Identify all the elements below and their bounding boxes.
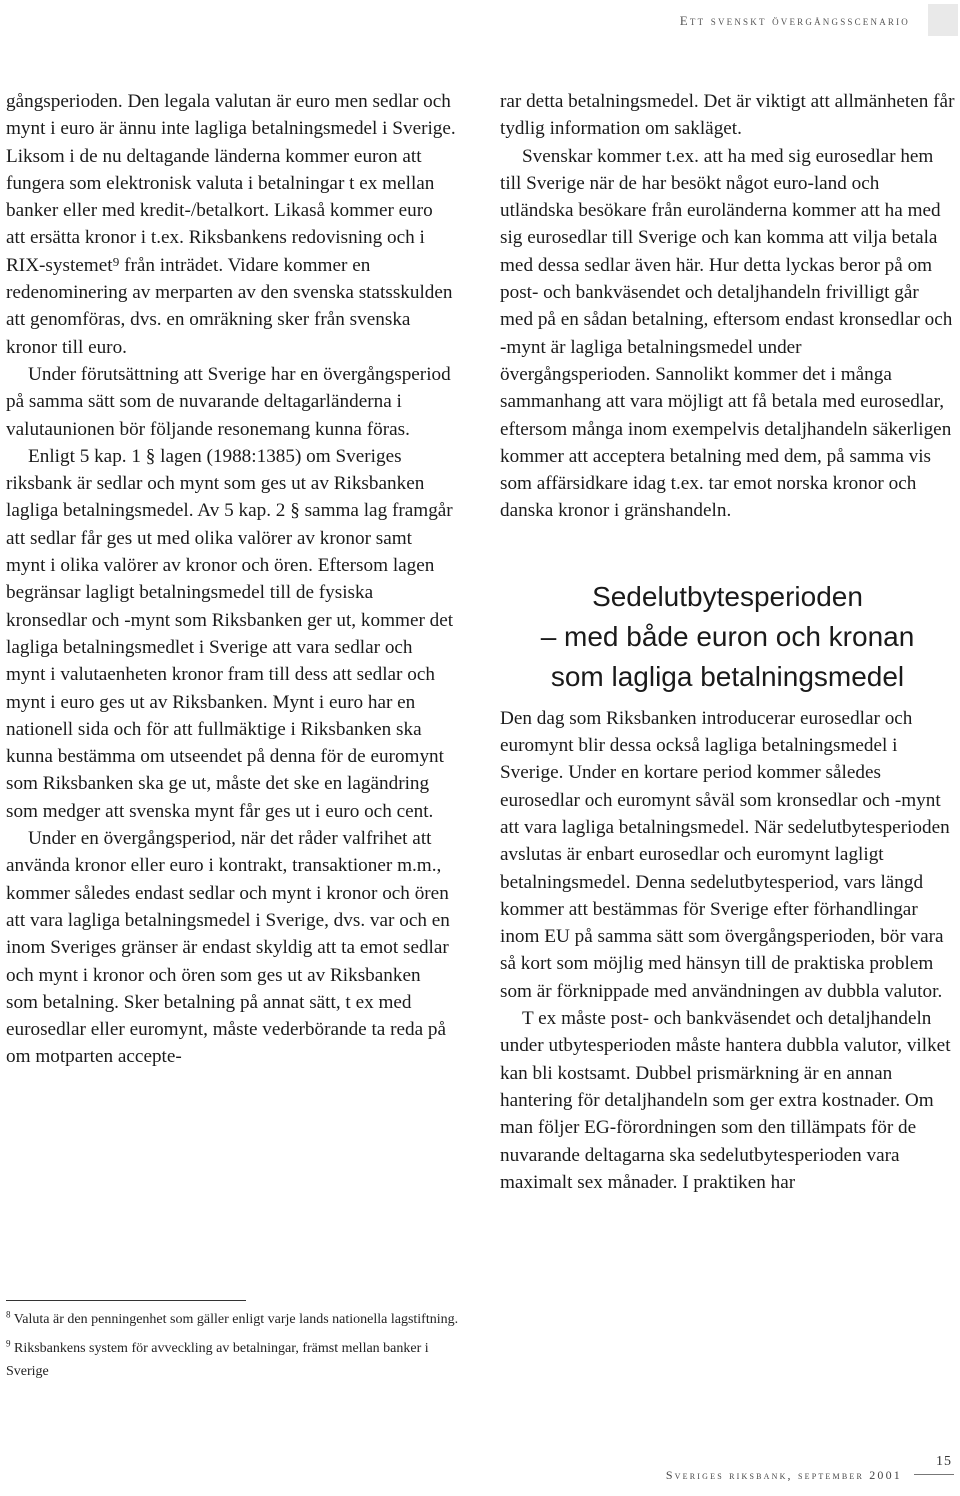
- footnote: [6, 1337, 461, 1383]
- body-paragraph: Den dag som Riksbanken introducerar eurosedlar och euromynt blir dessa också lagliga betalningsmedel i Sverige. Under en kortare period kommer således eurosedlar och euromynt såväl som kronsedlar och -mynt att vara lagliga betalningsmedel. När sedelutbytesperioden avslutas är enbart eurosedlar och euromynt lagligt betalningsmedel. Denna sedelutbytesperiod, vars längd kommer att bestämmas för Sverige efter förhandlingar inom EU på samma sätt som övergångsperioden, bör vara så kort som möjlig med hänsyn till de praktiska problem som är förknippade med användningen av dubbla valutor.: [500, 707, 950, 1002]
- section-heading-line: – med både euron och kronan: [540, 620, 915, 652]
- body-paragraph: Enligt 5 kap. 1 § lagen (1988:1385) om Sveriges riksbank är sedlar och mynt som ges ut av Riksbanken lagliga betalningsmedel. Av 5 kap. 2 § samma lag framgår att sedlar får ges ut med olika valörer av kronor samt mynt i olika valörer av kronor och ören. Eftersom lagen begränsar lagligt betalningsmedel till de fysiska kronsedlar och -mynt som Riksbanken ger ut, kommer det lagliga betalningsmedlet i Sverige att vara sedlar och mynt i valutaenheten kronor fram till dess att sedlar och mynt i euro ges ut av Riksbanken. Mynt i euro har en nationell sida och för att fullmäktige i Riksbanken ska kunna bestämma om utseendet på denna för de euromynt som Riksbanken ska ge ut, måste det ske en lagändring som medger att svenska mynt får ges ut i euro och cent.: [6, 445, 454, 822]
- section-heading-line: Sedelutbytesperioden: [592, 580, 863, 612]
- running-title: Ett svenskt övergångsscenario: [679, 13, 910, 28]
- body-paragraph: rar detta betalningsmedel. Det är viktigt att allmänheten får tydlig information om sakläget.: [500, 91, 955, 140]
- body-paragraph: Under en övergångsperiod, när det råder valfrihet att använda kronor eller euro i kontrakt, transaktioner m.m., kommer således endast sedlar och mynt i kronor och ören att vara lagliga betalningsmedel i Sverige, dvs. var och en inom Sveriges gränser är endast skyldig att ta emot sedlar och mynt i kronor och ören som ges ut av Riksbanken som betalning. Sker betalning på annat sätt, t ex med eurosedlar eller euromynt, måste vederbörande ta reda på om motparten accepte-: [6, 828, 450, 1068]
- page-corner-tab: [928, 4, 958, 36]
- section-heading: [500, 577, 955, 697]
- header-rule: [0, 0, 960, 4]
- footnotes: [6, 1308, 461, 1389]
- footnote: [6, 1308, 461, 1331]
- section-heading-line: som lagliga betalningsmedel: [550, 660, 905, 692]
- body-paragraph: Under förutsättning att Sverige har en övergångsperiod på samma sätt som de nuvarande deltagarländerna i valutaunionen bör följande resonemang kunna föras.: [6, 363, 451, 440]
- body-paragraph: Svenskar kommer t.ex. att ha med sig eurosedlar hem till Sverige när de har besökt något euro-land och utländska besökare från euroländerna kommer att ha med sig eurosedlar till Sverige och kan komma att vilja betala med dessa sedlar även här. Hur detta lyckas beror på om post- och bankväsendet och detaljhandeln frivilligt går med på en sådan betalning, eftersom endast kronsedlar och -mynt är lagliga betalningsmedel under övergångsperioden. Sannolikt kommer det i många sammanhang att vara möjligt att få betala med eurosedlar, eftersom många inom exempelvis detaljhandeln säkerligen kommer att acceptera betalning med dem, på samma vis som affärsidkare idag t.ex. tar emot norska kronor och danska kronor i gränshandeln.: [500, 145, 953, 522]
- footnote-marker: 9: [6, 1338, 11, 1349]
- footnote-marker: 8: [6, 1309, 11, 1320]
- body-paragraph: gångsperioden. Den legala valutan är euro men sedlar och mynt i euro är ännu inte lagliga betalningsmedel i Sverige. Liksom i de nu deltagande länderna kommer euron att fungera som elektronisk valuta i betalningar t ex mellan banker eller med kredit-/betalkort. Likaså kommer euro att ersätta kronor i t.ex. Riksbankens redovisning och i RIX-systemet⁹ från inträdet. Vidare kommer en redenominering av merparten av den svenska statsskulden att genomföras, dvs. en omräkning sker från svenska kronor till euro.: [6, 91, 456, 358]
- left-column: [6, 88, 456, 1071]
- body-paragraph: T ex måste post- och bankväsendet och detaljhandeln under utbytesperioden måste hantera dubbla valutor, vilket kan bli kostsamt. Dubbel prismärkning är en annan hantering för detaljhandeln som ger extra kostnader. Om man följer EG-förordningen som den tillämpats för de nuvarande deltagarna ska sedelutbytesperioden vara maximalt sex månader. I praktiken har: [500, 1008, 951, 1193]
- footer-rule: [914, 1474, 954, 1475]
- page-number: 15: [936, 1454, 952, 1469]
- footnote-rule: [6, 1300, 246, 1301]
- publication-footer: Sveriges riksbank, september 2001: [665, 1468, 902, 1482]
- right-column: [500, 88, 955, 1196]
- footnote-text: Riksbankens system för avveckling av betalningar, främst mellan banker i Sverige: [6, 1341, 429, 1379]
- footnote-text: Valuta är den penningenhet som gäller enligt varje lands nationella lagstiftning.: [13, 1312, 459, 1327]
